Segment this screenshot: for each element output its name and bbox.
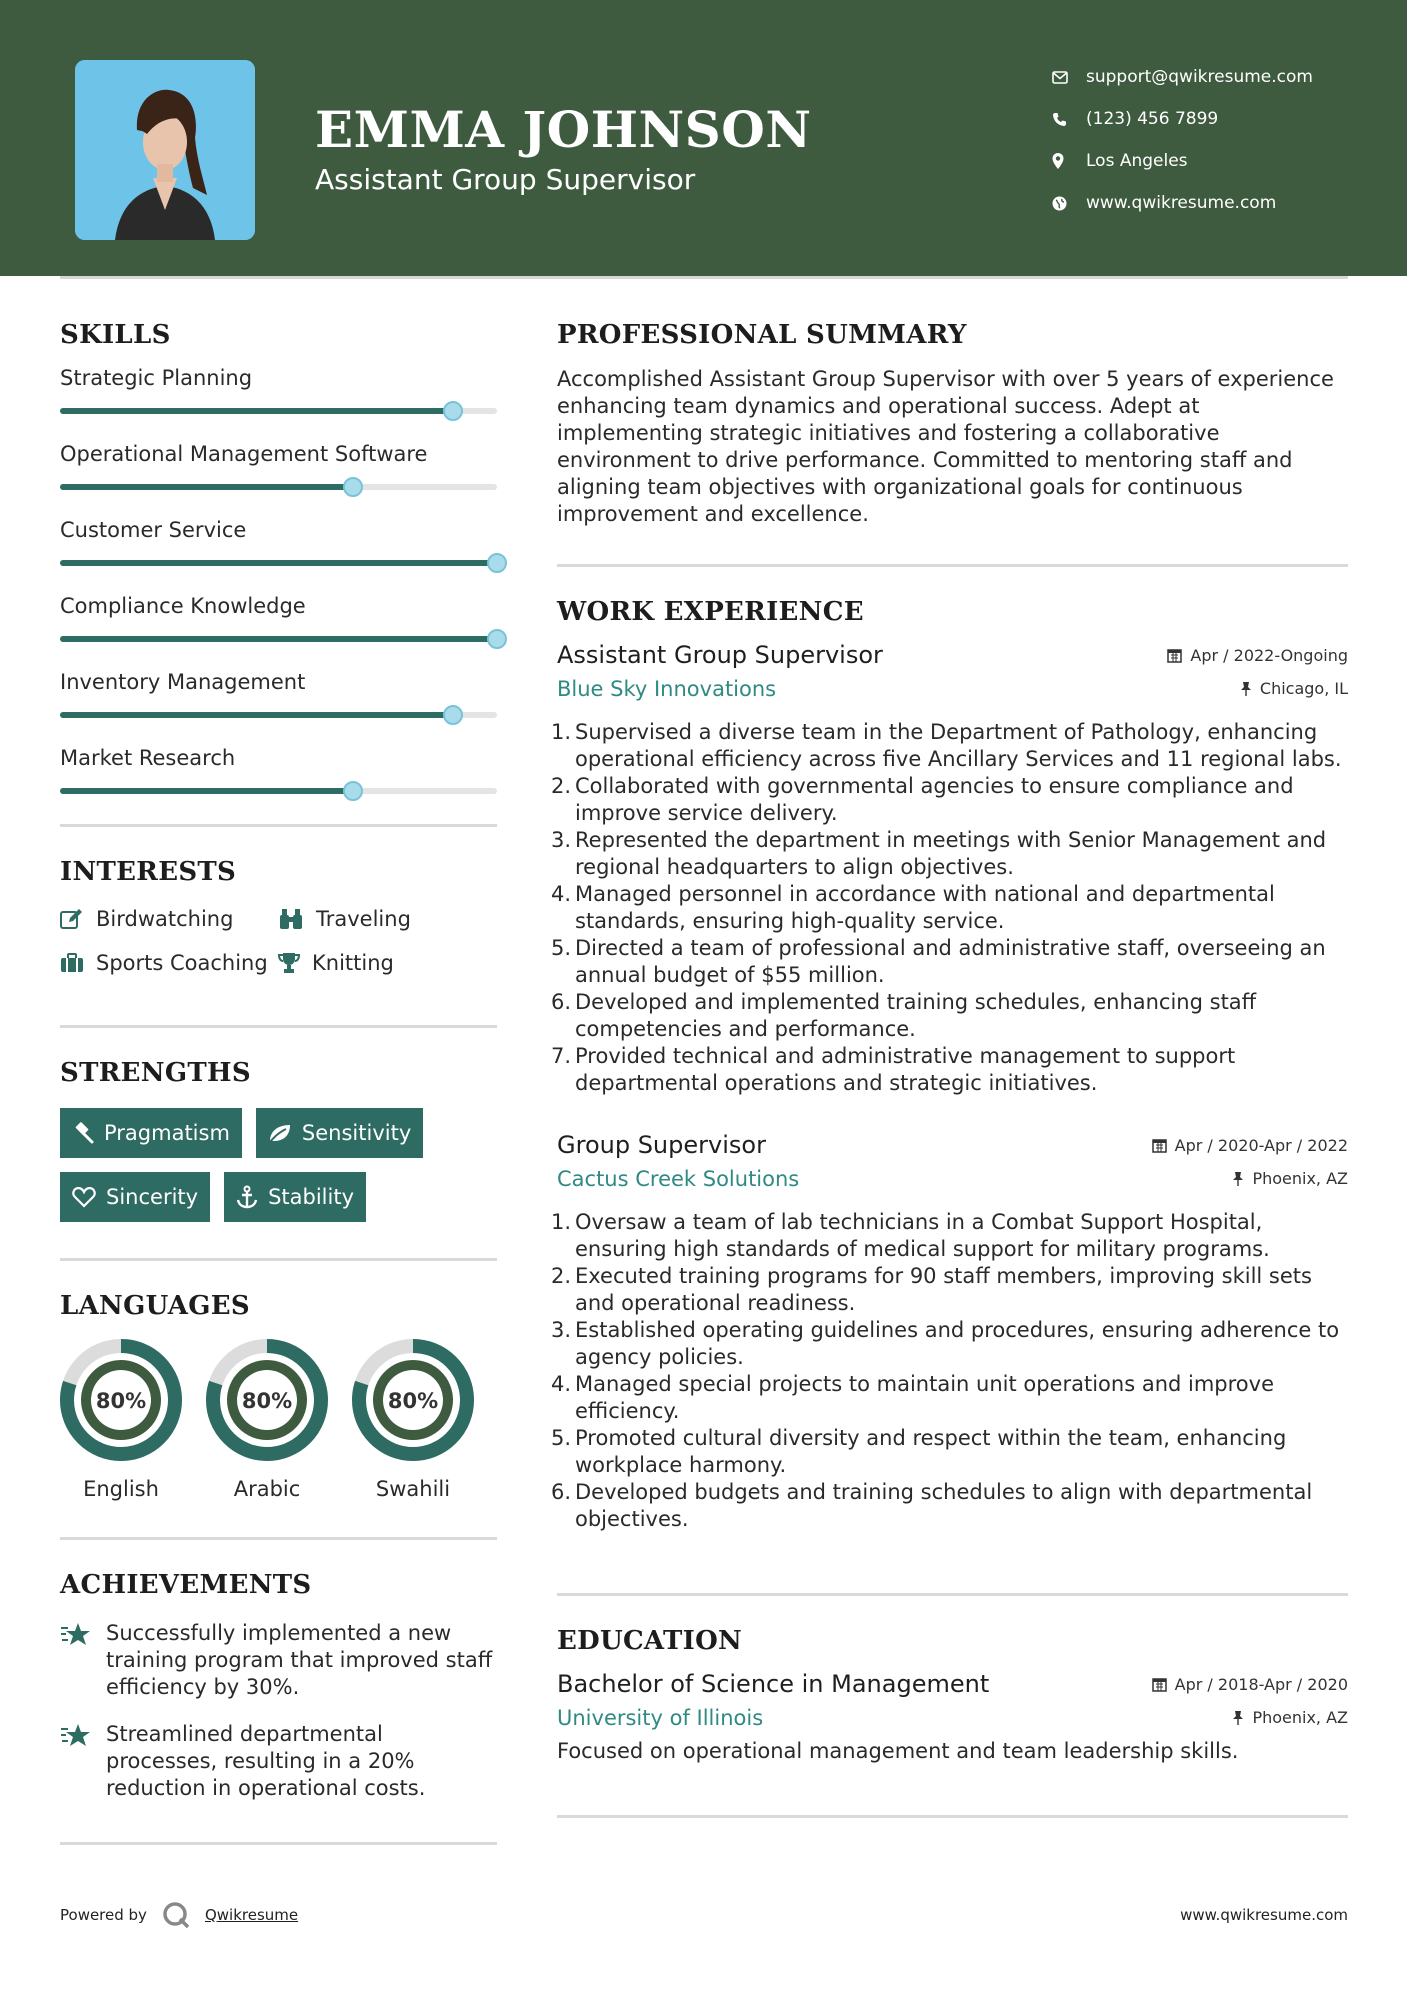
- achievement-text: Successfully implemented a new training program that improved staff efficiency by 30%.: [106, 1621, 493, 1699]
- section-divider: [557, 564, 1348, 567]
- skills-title: SKILLS: [60, 320, 171, 350]
- strength-tag: [224, 1172, 366, 1222]
- interest-item: [278, 951, 497, 975]
- job-location: [1232, 1169, 1348, 1188]
- strength-label: Stability: [268, 1185, 355, 1209]
- job-title: Assistant Group Supervisor: [557, 641, 883, 669]
- company-name: Blue Sky Innovations: [557, 677, 777, 701]
- page-footer: [60, 1900, 1348, 1930]
- skill-fill: [60, 484, 353, 490]
- job-bullet: 3. Represented the department in meetings with Senior Management and regional headquarters to align objectives.: [551, 828, 1327, 879]
- interest-item: [60, 907, 278, 931]
- calendar-icon: [1152, 1138, 1167, 1153]
- skill-name: Customer Service: [60, 518, 247, 542]
- language-ring: [206, 1339, 328, 1461]
- education-date-text: Apr / 2018-Apr / 2020: [1174, 1675, 1348, 1694]
- contact-website[interactable]: [1052, 182, 1313, 224]
- skill-knob: [343, 781, 363, 801]
- strength-tag: [256, 1108, 423, 1158]
- skill-name: Operational Management Software: [60, 442, 428, 466]
- achievement-text: Streamlined departmental processes, resulting in a 20% reduction in operational costs.: [106, 1722, 426, 1800]
- contact-location: [1052, 140, 1313, 182]
- education-location-text: Phoenix, AZ: [1252, 1708, 1348, 1727]
- strength-label: Pragmatism: [104, 1121, 230, 1145]
- job-bullet: 4. Managed special projects to maintain unit operations and improve efficiency.: [551, 1372, 1274, 1423]
- right-column: [551, 320, 1348, 1818]
- skill-fill: [60, 712, 453, 718]
- resume-header: [0, 0, 1407, 276]
- strengths-list: [60, 1108, 497, 1222]
- education-entry: [557, 1670, 1348, 1765]
- job-entry: [551, 641, 1348, 1097]
- strength-label: Sincerity: [106, 1185, 199, 1209]
- powered-by-label: Powered by: [60, 1906, 147, 1924]
- job-bullets: [551, 1209, 1348, 1533]
- section-divider: [60, 1537, 497, 1540]
- section-divider: [60, 1842, 497, 1845]
- powered-by: [60, 1900, 298, 1930]
- language-item: [352, 1339, 474, 1501]
- job-bullet: 1. Oversaw a team of lab technicians in a Combat Support Hospital, ensuring high standards of medical support for military programs.: [551, 1210, 1270, 1261]
- language-percent: 80%: [387, 1389, 439, 1413]
- contact-phone-text: (123) 456 7899: [1086, 109, 1219, 129]
- interests-title: INTERESTS: [60, 857, 237, 887]
- language-name: Arabic: [233, 1477, 301, 1501]
- contact-list: [1052, 56, 1313, 224]
- language-ring: [352, 1339, 474, 1461]
- company-name: Cactus Creek Solutions: [557, 1167, 800, 1191]
- school-name: University of Illinois: [557, 1706, 764, 1730]
- strength-label: Sensitivity: [301, 1121, 412, 1145]
- skill-track: [60, 560, 497, 566]
- contact-phone[interactable]: [1052, 98, 1313, 140]
- skill-fill: [60, 408, 453, 414]
- envelope-icon: [1052, 71, 1086, 84]
- skill-track: [60, 408, 497, 414]
- leaf-icon: [268, 1123, 292, 1143]
- pushpin-icon: [1240, 681, 1252, 696]
- achievements-title: ACHIEVEMENTS: [60, 1570, 312, 1600]
- skill-item: [60, 508, 497, 584]
- job-bullet: 6. Developed and implemented training schedules, enhancing staff competencies and performance.: [551, 990, 1257, 1041]
- skill-fill: [60, 560, 497, 566]
- trophy-icon: [278, 952, 300, 974]
- skill-name: Market Research: [60, 746, 236, 770]
- skill-knob: [443, 401, 463, 421]
- pushpin-icon: [1232, 1171, 1244, 1186]
- job-bullet: 2. Executed training programs for 90 staff members, improving skill sets and operational readiness.: [551, 1264, 1312, 1315]
- language-item: [60, 1339, 182, 1501]
- skill-name: Compliance Knowledge: [60, 594, 306, 618]
- location-pin-icon: [1052, 153, 1086, 169]
- skill-knob: [487, 629, 507, 649]
- job-title: Group Supervisor: [557, 1131, 766, 1159]
- skill-knob: [343, 477, 363, 497]
- strength-tag: [60, 1108, 242, 1158]
- job-location: [1240, 679, 1348, 698]
- skill-fill: [60, 788, 353, 794]
- pencil-square-icon: [60, 908, 84, 930]
- contact-email-text: support@qwikresume.com: [1086, 67, 1313, 87]
- contact-website-text: www.qwikresume.com: [1086, 193, 1277, 213]
- header-divider: [60, 276, 1348, 279]
- education-date: [1152, 1675, 1348, 1694]
- gavel-icon: [72, 1122, 94, 1144]
- footer-website[interactable]: www.qwikresume.com: [1180, 1906, 1348, 1924]
- anchor-icon: [236, 1185, 258, 1209]
- summary-title: PROFESSIONAL SUMMARY: [557, 320, 967, 350]
- strengths-title: STRENGTHS: [60, 1058, 251, 1088]
- language-item: [206, 1339, 328, 1501]
- interests-list: [60, 907, 497, 975]
- section-divider: [557, 1593, 1348, 1596]
- skill-track: [60, 484, 497, 490]
- skill-item: [60, 660, 497, 736]
- language-name: English: [83, 1477, 159, 1501]
- job-date: [1152, 1136, 1348, 1155]
- job-bullets: [551, 719, 1348, 1097]
- contact-email[interactable]: [1052, 56, 1313, 98]
- summary-text: Accomplished Assistant Group Supervisor with over 5 years of experience enhancing team dynamics and operational success. Adept at implementing strategic initiatives and fostering a collaborative environment to drive performance. Committed to mentoring staff and aligning team objectives with organizational goals for continuous improvement and excellence.: [557, 367, 1334, 526]
- job-date-text: Apr / 2020-Apr / 2022: [1174, 1136, 1348, 1155]
- job-bullet: 3. Established operating guidelines and procedures, ensuring adherence to agency policies.: [551, 1318, 1340, 1369]
- job-bullet: 5. Promoted cultural diversity and respect within the team, enhancing workplace harmony.: [551, 1426, 1287, 1477]
- achievement-item: [60, 1620, 497, 1701]
- skill-item: [60, 432, 497, 508]
- job-date-text: Apr / 2022-Ongoing: [1190, 646, 1348, 665]
- job-bullet: 7. Provided technical and administrative management to support departmental operations and strategic initiatives.: [551, 1044, 1236, 1095]
- languages-list: [60, 1339, 497, 1501]
- job-bullet: 5. Directed a team of professional and administrative staff, overseeing an annual budget of $55 million.: [551, 936, 1326, 987]
- skill-fill: [60, 636, 497, 642]
- languages-title: LANGUAGES: [60, 1291, 250, 1321]
- skill-item: [60, 736, 497, 812]
- interest-item: [278, 907, 497, 931]
- interest-label: Knitting: [312, 951, 394, 975]
- skill-knob: [487, 553, 507, 573]
- suitcase-icon: [60, 953, 84, 973]
- profile-photo: [75, 60, 255, 240]
- skill-name: Strategic Planning: [60, 366, 253, 390]
- job-date: [1167, 646, 1348, 665]
- skill-item: [60, 584, 497, 660]
- interest-label: Sports Coaching: [96, 951, 268, 975]
- skill-track: [60, 712, 497, 718]
- experience-title: WORK EXPERIENCE: [557, 597, 864, 627]
- language-name: Swahili: [375, 1477, 451, 1501]
- globe-icon: [1052, 196, 1086, 211]
- interest-item: [60, 951, 278, 975]
- education-description: Focused on operational management and team leadership skills.: [557, 1739, 1239, 1763]
- left-column: [60, 320, 497, 1845]
- skill-track: [60, 788, 497, 794]
- job-bullet: 6. Developed budgets and training schedules to align with departmental objectives.: [551, 1480, 1313, 1531]
- language-percent: 80%: [95, 1389, 147, 1413]
- degree-title: Bachelor of Science in Management: [557, 1670, 990, 1698]
- calendar-icon: [1152, 1677, 1167, 1692]
- job-location-text: Chicago, IL: [1259, 679, 1348, 698]
- heart-icon: [72, 1186, 96, 1208]
- section-divider: [60, 1258, 497, 1261]
- phone-icon: [1052, 112, 1086, 127]
- contact-location-text: Los Angeles: [1086, 151, 1188, 171]
- job-bullet: 1. Supervised a diverse team in the Department of Pathology, enhancing operational efficiency across five Ancillary Services and 11 regional labs.: [551, 720, 1342, 771]
- achievement-item: [60, 1721, 497, 1802]
- strength-tag: [60, 1172, 210, 1222]
- achievements-list: [60, 1620, 497, 1802]
- section-divider: [60, 824, 497, 827]
- qwikresume-logo-icon: [161, 1900, 191, 1930]
- job-location-text: Phoenix, AZ: [1252, 1169, 1348, 1188]
- candidate-name: EMMA JOHNSON: [315, 100, 812, 159]
- section-divider: [60, 1025, 497, 1028]
- skill-track: [60, 636, 497, 642]
- job-entry: [551, 1131, 1348, 1533]
- language-ring: [60, 1339, 182, 1461]
- star-badge-icon: [60, 1723, 92, 1749]
- candidate-role: Assistant Group Supervisor: [315, 163, 696, 196]
- qwikresume-link[interactable]: Qwikresume: [204, 1906, 299, 1924]
- pushpin-icon: [1232, 1710, 1244, 1725]
- job-bullet: 2. Collaborated with governmental agencies to ensure compliance and improve service delivery.: [551, 774, 1294, 825]
- binoculars-icon: [278, 908, 304, 930]
- job-bullet: 4. Managed personnel in accordance with national and departmental standards, ensuring high-quality service.: [551, 882, 1275, 933]
- calendar-icon: [1167, 648, 1182, 663]
- section-divider: [557, 1815, 1348, 1818]
- education-title: EDUCATION: [557, 1626, 743, 1656]
- language-percent: 80%: [241, 1389, 293, 1413]
- skill-name: Inventory Management: [60, 670, 306, 694]
- skill-item: [60, 356, 497, 432]
- star-badge-icon: [60, 1622, 92, 1648]
- education-location: [1232, 1708, 1348, 1727]
- interest-label: Birdwatching: [96, 907, 234, 931]
- skill-knob: [443, 705, 463, 725]
- interest-label: Traveling: [316, 907, 411, 931]
- skills-list: [60, 356, 497, 812]
